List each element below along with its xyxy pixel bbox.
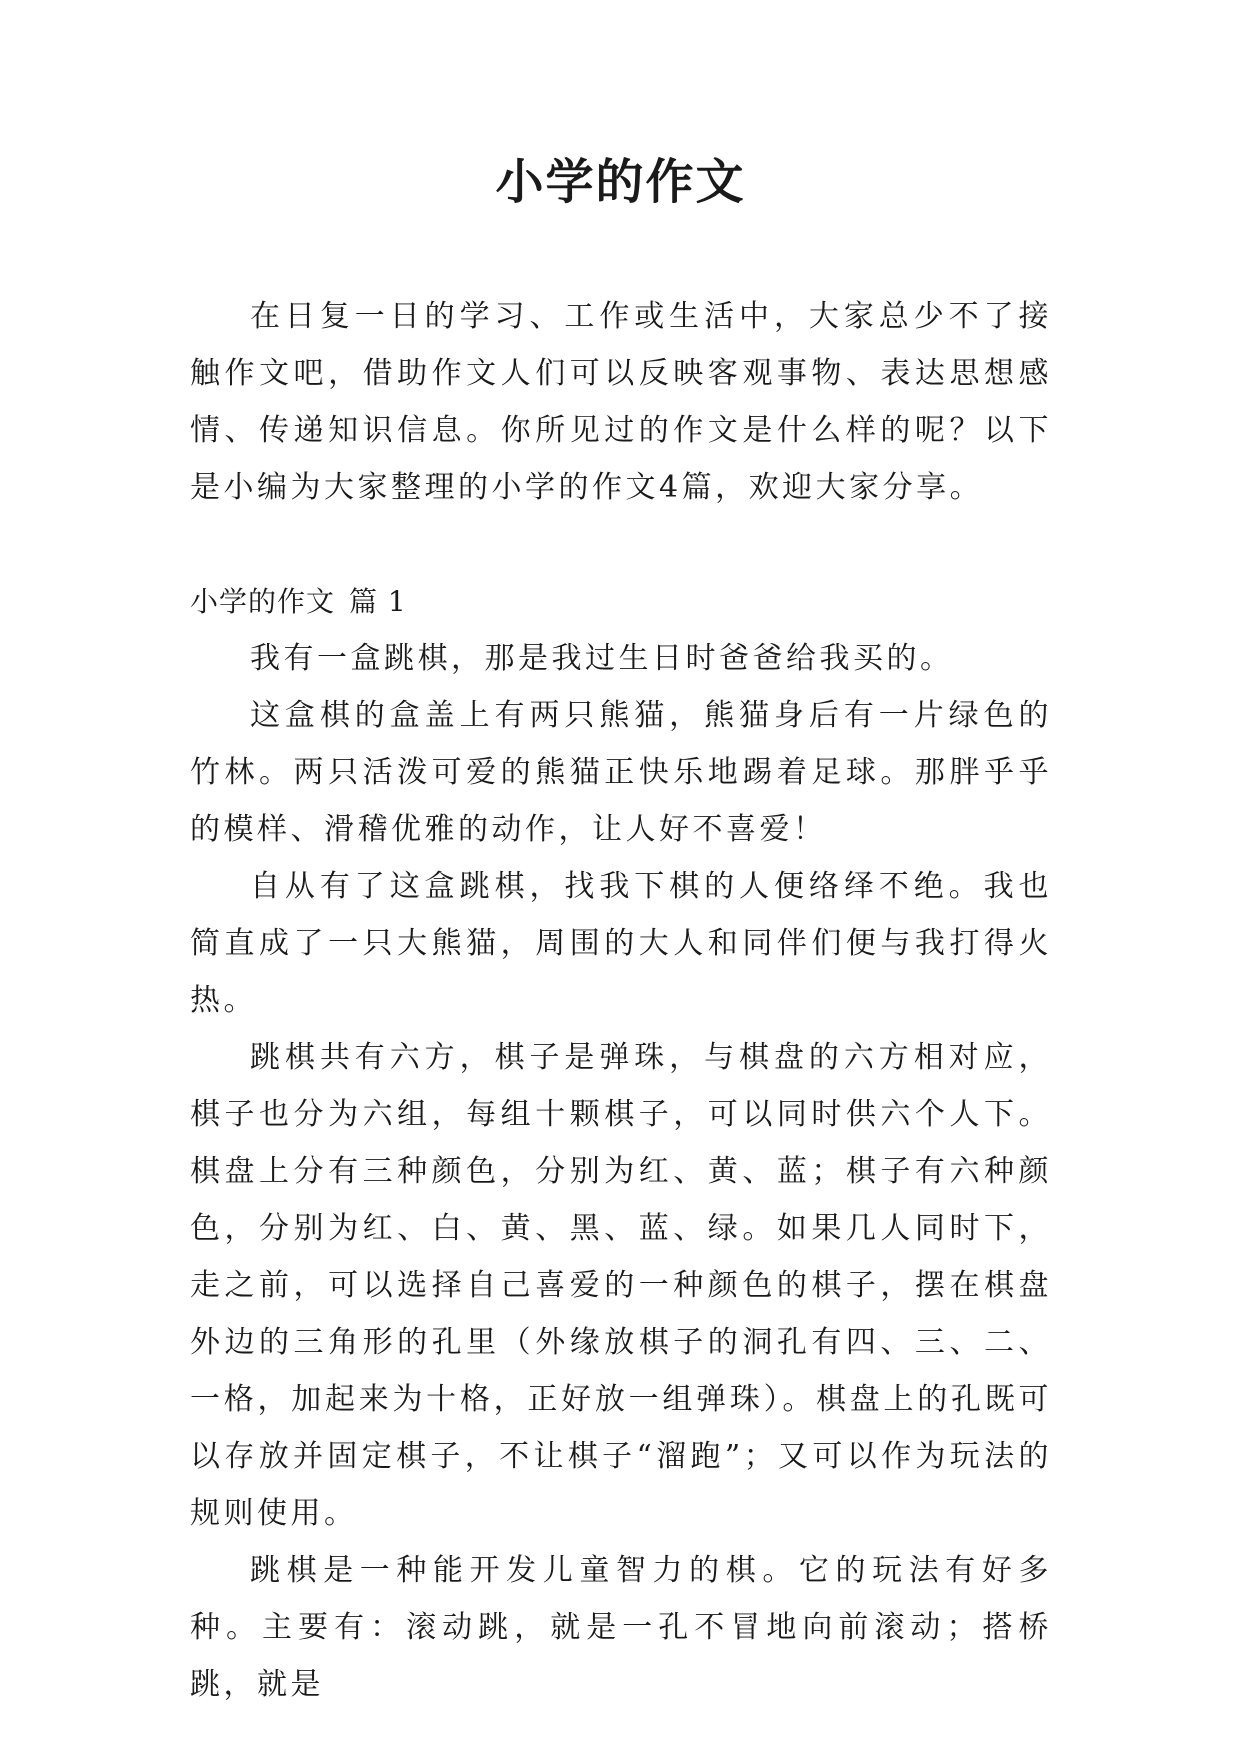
document-title: 小学的作文 (495, 154, 746, 210)
body-paragraph: 我有一盒跳棋，那是我过生日时爸爸给我买的。 (250, 641, 954, 676)
document-body (190, 288, 1052, 1713)
section-heading-title: 小学的作文 (190, 585, 336, 618)
body-paragraph: 自从有了这盒跳棋，找我下棋的人便络绎不绝。我也简直成了一只大熊猫，周围的大人和同伴们便与我打得火热。 (190, 869, 1052, 1018)
section-heading (190, 573, 1052, 630)
body-paragraph: 跳棋是一种能开发儿童智力的棋。它的玩法有好多种。主要有：滚动跳，就是一孔不冒地向前滚动；搭桥跳，就是 (190, 1553, 1052, 1702)
body-paragraph: 跳棋共有六方，棋子是弹珠，与棋盘的六方相对应，棋子也分为六组，每组十颗棋子，可以同时供六个人下。棋盘上分有三种颜色，分别为红、黄、蓝；棋子有六种颜色，分别为红、白、黄、黑、蓝、绿。如果几人同时下，走之前，可以选择自己喜爱的一种颜色的棋子，摆在棋盘外边的三角形的孔里（外缘放棋子的洞孔有四、三、二、一格，加起来为十格，正好放一组弹珠）。棋盘上的孔既可以存放并固定棋子，不让棋子“溜跑”；又可以作为玩法的规则使用。 (190, 1040, 1052, 1531)
body-paragraph: 这盒棋的盒盖上有两只熊猫，熊猫身后有一片绿色的竹林。两只活泼可爱的熊猫正快乐地踢着足球。那胖乎乎的模样、滑稽优雅的动作，让人好不喜爱！ (190, 698, 1052, 847)
intro-paragraph: 在日复一日的学习、工作或生活中，大家总少不了接触作文吧，借助作文人们可以反映客观事物、表达思想感情、传递知识信息。你所见过的作文是什么样的呢？以下是小编为大家整理的小学的作文4篇，欢迎大家分享。 (190, 299, 1052, 505)
section-heading-number: 篇 1 (349, 585, 407, 618)
